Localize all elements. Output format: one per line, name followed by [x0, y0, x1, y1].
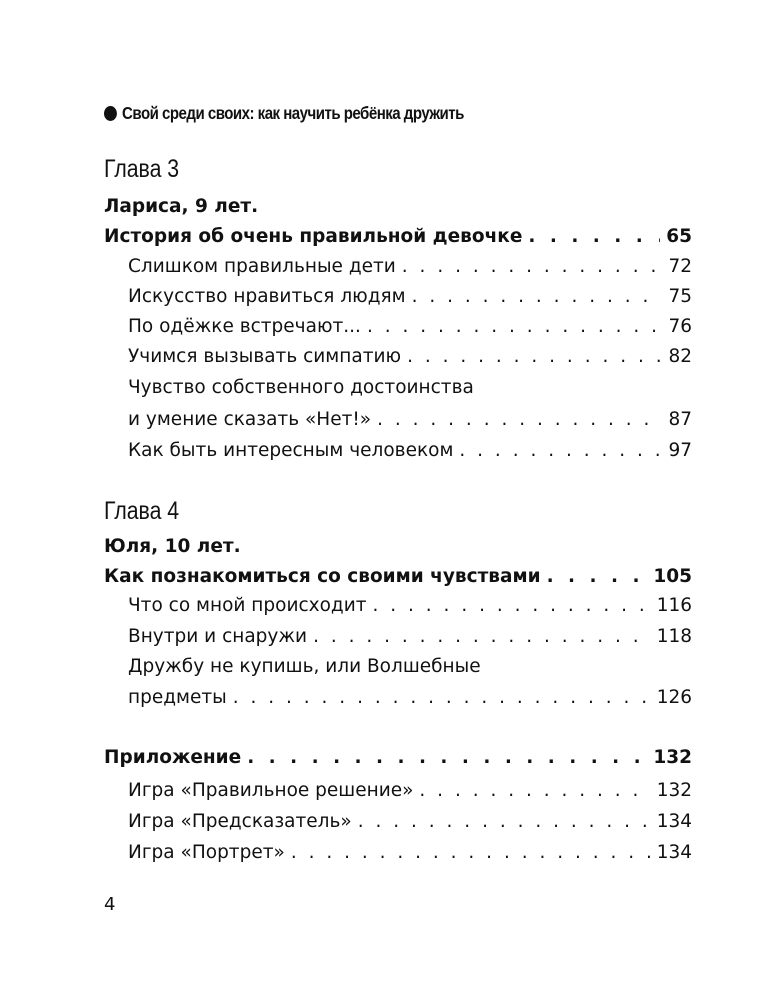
dot-leader	[407, 346, 662, 367]
toc-entry[interactable]	[128, 595, 692, 616]
toc-page: 105	[653, 566, 692, 587]
dot-leader	[233, 687, 651, 708]
toc-title: Игра «Правильное решение»	[128, 780, 414, 801]
dot-leader	[412, 286, 663, 307]
toc-entry[interactable]	[128, 811, 692, 832]
toc-title: Игра «Портрет»	[128, 842, 285, 863]
toc-entry[interactable]	[128, 256, 692, 277]
dot-leader	[459, 440, 662, 461]
toc-page: 118	[656, 626, 692, 647]
toc-page: 65	[666, 226, 692, 247]
dot-leader	[547, 566, 648, 587]
toc-title: Внутри и снаружи	[128, 626, 308, 647]
toc-title: предметы	[128, 687, 227, 708]
toc-title: Что со мной происходит	[128, 595, 367, 616]
dot-leader	[291, 842, 651, 863]
dot-leader	[528, 226, 660, 247]
toc-page: 134	[656, 842, 692, 863]
toc-title: По одёжке встречают...	[128, 316, 361, 337]
dot-leader	[402, 256, 663, 277]
toc-page: 87	[668, 409, 692, 430]
toc-entry[interactable]	[128, 626, 692, 647]
toc-page: 134	[656, 811, 692, 832]
dot-leader	[373, 595, 651, 616]
toc-main-entry[interactable]	[104, 566, 692, 587]
chapter-subtitle: Лариса, 9 лет.	[104, 196, 259, 217]
toc-title: Слишком правильные дети	[128, 256, 396, 277]
dot-leader	[247, 747, 647, 768]
bullet-icon	[104, 106, 117, 121]
toc-title: и умение сказать «Нет!»	[128, 409, 372, 430]
dot-leader	[313, 626, 651, 647]
toc-entry-first-line: Чувство собственного достоинства	[128, 377, 474, 398]
toc-title: Как быть интересным человеком	[128, 440, 454, 461]
chapter-label: Глава 3	[104, 155, 180, 183]
toc-page: 116	[656, 595, 692, 616]
chapter-subtitle: Юля, 10 лет.	[104, 536, 241, 557]
toc-page: 72	[668, 256, 692, 277]
toc-entry[interactable]	[128, 780, 692, 801]
dot-leader	[419, 780, 650, 801]
toc-entry[interactable]	[128, 409, 692, 430]
toc-entry[interactable]	[128, 842, 692, 863]
toc-page: 82	[668, 346, 692, 367]
toc-title: Учимся вызывать симпатию	[128, 346, 402, 367]
toc-title: История об очень правильной девочке	[104, 226, 523, 247]
dot-leader	[358, 811, 651, 832]
chapter-label: Глава 4	[104, 497, 180, 525]
toc-page: 126	[656, 687, 692, 708]
page-number: 4	[104, 894, 116, 915]
toc-title: Как познакомиться со своими чувствами	[104, 566, 541, 587]
toc-page: 132	[656, 780, 692, 801]
dot-leader	[377, 409, 662, 430]
toc-title: Искусство нравиться людям	[128, 286, 406, 307]
toc-title: Приложение	[104, 747, 242, 768]
toc-entry[interactable]	[128, 286, 692, 307]
running-head-text: Свой среди своих: как научить ребёнка дружить	[122, 103, 464, 123]
toc-page: 76	[668, 316, 692, 337]
toc-entry-first-line: Дружбу не купишь, или Волшебные	[128, 656, 481, 677]
running-head	[104, 103, 464, 124]
toc-page: 97	[668, 440, 692, 461]
toc-entry[interactable]	[128, 346, 692, 367]
toc-entry[interactable]	[128, 316, 692, 337]
toc-page: 75	[668, 286, 692, 307]
toc-page: 132	[653, 747, 692, 768]
toc-main-entry[interactable]	[104, 226, 692, 247]
toc-entry[interactable]	[128, 687, 692, 708]
toc-title: Игра «Предсказатель»	[128, 811, 352, 832]
toc-main-entry[interactable]	[104, 747, 692, 768]
dot-leader	[367, 316, 663, 337]
toc-entry[interactable]	[128, 440, 692, 461]
